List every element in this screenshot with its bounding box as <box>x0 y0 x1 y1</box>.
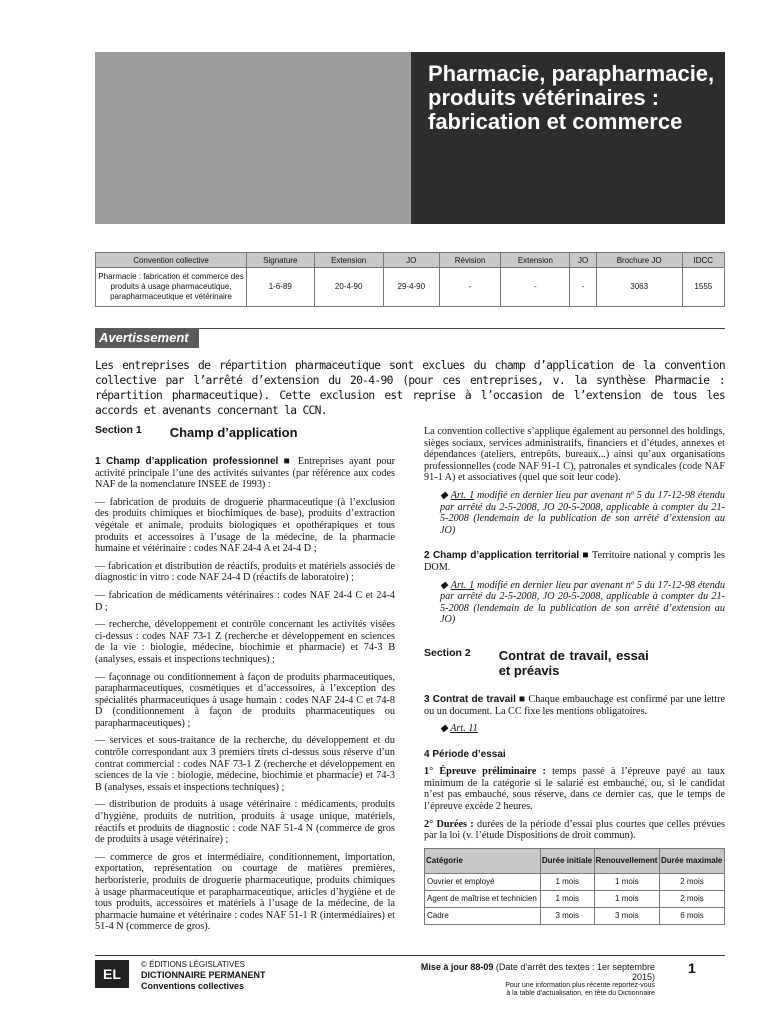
page-title: Pharmacie, parapharmacie, produits vétérinaires : fabrication et commerce <box>428 61 715 134</box>
update-info-2: à la table d’actualisation, en tête du Dictionnaire <box>506 990 655 997</box>
table-row <box>425 907 725 924</box>
table-row <box>425 890 725 907</box>
update-number: Mise à jour 88-09 <box>420 962 494 972</box>
list-item: — fabrication et distribution de réactifs, produits et matériels associés de diagnostic in vitro : code NAF 24-4 D (réactifs de laboratoire) ; <box>95 560 395 584</box>
table-cell: Cadre <box>425 907 541 924</box>
table-cell: 1 mois <box>594 890 659 907</box>
table-cell: 2 mois <box>660 873 725 890</box>
section-2-heading <box>424 648 725 678</box>
table-header-cell: Signature <box>247 253 315 268</box>
section-2-number: Section 2 <box>424 646 471 659</box>
table-header-cell: Extension <box>501 253 570 268</box>
table-cell: 3 mois <box>540 907 594 924</box>
scope-paragraph: La convention collective s’applique également au personnel des holdings, sièges sociaux, services administratifs, financiers et d’études, annexes et dépendances (ateliers, entrepôts, bureaux...) ainsi qu’aux organisations professionnelles (code NAF 91-1 C), patronales et syndicales (code NAF 91-1 A) et associatives (quel que soit leur code). <box>424 426 725 484</box>
table-cell: 3 mois <box>594 907 659 924</box>
table-header-cell: JO <box>383 253 439 268</box>
table-cell: 2 mois <box>660 890 725 907</box>
table-cell: - <box>439 268 500 307</box>
table-cell: 1 mois <box>540 890 594 907</box>
article-3-text: ■ Chaque embauchage est confirmé par une lettre ou un document. La CC fixe les mentions obligatoires. <box>424 693 725 717</box>
table-header-cell: Catégorie <box>425 848 541 873</box>
epreuve-text: temps passé à l’épreuve payé au taux minimum de la catégorie si le salarié est embauché, ou, si le candidat n’est pas embauché, sous réserve, dans ce dernier cas, que le temps de l’épreuve excède 2 heures. <box>424 766 725 813</box>
table-header-cell: Renouvellement <box>594 848 659 873</box>
table-row <box>425 873 725 890</box>
note-3-article-link[interactable]: Art. 11 <box>450 723 478 735</box>
update-info-1: Pour une information plus récente reportez-vous <box>505 982 655 989</box>
table-header-cell: IDCC <box>682 253 724 268</box>
note-1-text: modifié en dernier lieu par avenant nº 5 du 17-12-98 étendu par arrêté du 2-5-2008, JO 20-5-2008, applicable à compter du 21-5-2008 (lendemain de la publication de son arrêté d’extension au JO) <box>440 489 725 536</box>
article-4 <box>424 749 725 761</box>
section-2-title: Contrat de travail, essai et préavis <box>498 647 649 678</box>
table-header-cell: Révision <box>439 253 500 268</box>
table-cell: - <box>501 268 570 307</box>
duree-paragraph <box>424 819 725 842</box>
warning-text: Les entreprises de répartition pharmaceutique sont exclues du champ d’application de la convention collective par l’arrêté d’extension du 20-4-90 (pour ces entreprises, v. la synthèse Pharmacie : répartition pharmaceutique). Cette exclusion est reprise à l’occasion de l’extension de tous les accords et avenants concernant la CCN. <box>95 359 725 417</box>
list-item: — distribution de produits à usage vétérinaire : médicaments, produits d’hygiène, produits de nutrition, produits à usage unique, matériels, réactifs et produits de diagnostic : code NAF 51-4 N (commerce de gros de produits à usage vétérinaire) ; <box>95 799 395 846</box>
update-date: (Date d’arrêt des textes : 1er septembre 2015) <box>493 962 655 982</box>
note-1-article-link[interactable]: Art. 1 <box>450 489 475 501</box>
table-cell: Agent de maîtrise et technicien <box>425 890 541 907</box>
banner-left <box>95 52 411 224</box>
table-cell: 20-4-90 <box>314 268 383 307</box>
article-2-heading: 2 Champ d’application territorial <box>424 550 580 562</box>
table-cell: 3063 <box>596 268 682 307</box>
list-item: — commerce de gros et intermédiaire, conditionnement, importation, exportation, représentation ou courtage de matières premières, herboristerie, produits de droguerie pharmaceutique, produits chimiques à usage pharmaceutique et parapharmaceutique, articles d’hygiène et de tous produits, accessoires et matériels à l’usage de la médecine, de la pharmacie humaine et vétérinaire : codes NAF 51-1 R (intermédiaires) et 51-4 N (commerce de gros). <box>95 851 395 933</box>
table-header-cell: Convention collective <box>96 253 247 268</box>
list-item: — recherche, développement et contrôle concernant les activités visées ci-dessus : codes NAF 73-1 Z (recherche et développement en sciences de la vie : biologie, médecine, biochimie et pharmacie) et 74-3 B (analyses, essais et inspections techniques) ; <box>95 619 395 665</box>
article-1-heading: 1 Champ d’application professionnel <box>95 456 279 467</box>
table-cell: 29-4-90 <box>383 268 439 307</box>
dictionary-name: DICTIONNAIRE PERMANENT <box>141 970 266 980</box>
left-column <box>95 423 395 939</box>
article-2-text: ■ Territoire national y compris les DOM. <box>424 550 726 573</box>
duree-label: 2° Durées : <box>424 818 474 830</box>
convention-table <box>95 252 725 307</box>
collection-name: Conventions collectives <box>141 981 245 991</box>
note-3: ◆ Art. 11 <box>440 723 478 735</box>
publisher-logo: EL <box>95 960 129 988</box>
section-1-title: Champ d’application <box>169 425 298 440</box>
section-1-number: Section 1 <box>95 424 142 436</box>
table-cell: Pharmacie : fabrication et commerce des produits à usage pharmaceutique, parapharmaceutique et vétérinaire <box>96 268 247 307</box>
article-1-intro: ■ Entreprises ayant pour activité principale l’une des activités suivantes (par référence aux codes NAF de la nomenclature INSEE de 1993) : <box>95 456 396 491</box>
note-2-article-link[interactable]: Art. 1 <box>450 579 475 591</box>
footer-publisher <box>141 960 266 992</box>
table-header-cell: Extension <box>314 253 383 268</box>
list-item: — fabrication de médicaments vétérinaires : codes NAF 24-4 C et 24-4 D ; <box>95 589 395 613</box>
note-1: ◆ Art. 1 modifié en dernier lieu par avenant nº 5 du 17-12-98 étendu par arrêté du 2-5-2008, JO 20-5-2008, applicable à compter du 21-5-2008 (lendemain de la publication de son arrêté d’extension au JO) <box>440 489 725 536</box>
epreuve-label: 1° Épreuve préliminaire : <box>424 766 546 778</box>
list-item: — fabrication de produits de droguerie pharmaceutique (à l’exclusion des produits chimiques et biochimiques de base), produits d’extraction végétale et animale, produits biologiques et opothérapiques et tous produits et accessoires à l’usage de la médecine, de la pharmacie humaine et vétérinaire : codes NAF 24-4 A et 24-4 D ; <box>95 496 395 555</box>
article-4-heading: 4 Période d’essai <box>424 748 506 760</box>
warning-label: Avertissement <box>95 328 199 348</box>
section-1-heading <box>95 425 395 440</box>
table-header-cell: JO <box>570 253 596 268</box>
table-cell: 1 mois <box>540 873 594 890</box>
note-2: ◆ Art. 1 modifié en dernier lieu par avenant nº 5 du 17-12-98 étendu par arrêté du 2-5-2008, JO 20-5-2008, applicable à compter du 21-5-2008 (lendemain de la publication de son arrêté d’extension au JO) <box>440 579 725 626</box>
footer-update <box>410 962 655 998</box>
table-cell: 1-6-89 <box>247 268 315 307</box>
table-row <box>96 268 725 307</box>
table-cell: Ouvrier et employé <box>425 873 541 890</box>
note-2-text: modifié en dernier lieu par avenant nº 5 du 17-12-98 étendu par arrêté du 2-5-2008, JO 20-5-2008, applicable à compter du 21-5-2008 (lendemain de la publication de son arrêté d’extension au JO) <box>440 579 725 626</box>
trial-period-table <box>424 848 725 925</box>
article-2 <box>424 550 725 573</box>
list-item: — façonnage ou conditionnement à façon de produits pharmaceutiques, parapharmaceutiques, cosmétiques et d’accessoires, à l’exception des spécialités pharmaceutiques à usage humain : codes NAF 24-4 C et 74-8 D (conditionnement à façon de produits pharmaceutiques ou parapharmaceutiques) ; <box>95 671 395 729</box>
table-cell: 1 mois <box>594 873 659 890</box>
table-header-cell: Durée maximale <box>660 848 725 873</box>
table-cell: - <box>570 268 596 307</box>
publisher-name: © ÉDITIONS LÉGISLATIVES <box>141 960 245 969</box>
list-item: — services et sous-traitance de la recherche, du développement et du contrôle correspondant aux 3 premiers tirets ci-dessus sous réserve d’un contrat commercial : codes NAF 73-1 Z (recherche et développement en sciences de la vie : biologie, médecine, biochimie et pharmacie) et 74-3 B (analyses, essais et inspections techniques) ; <box>95 735 395 793</box>
footer-rule <box>95 955 725 956</box>
article-1 <box>95 456 395 491</box>
table-header-cell: Durée initiale <box>540 848 594 873</box>
right-column <box>424 426 725 925</box>
article-3-heading: 3 Contrat de travail <box>424 693 516 705</box>
table-cell: 1555 <box>682 268 724 307</box>
article-3 <box>424 694 725 717</box>
activity-list <box>95 497 395 933</box>
duree-text: durées de la période d’essai plus courtes que celles prévues par la loi (v. l’étude Dispositions de droit commun). <box>424 818 725 842</box>
page-number: 1 <box>688 960 696 976</box>
table-cell: 6 mois <box>660 907 725 924</box>
epreuve-paragraph <box>424 766 725 812</box>
table-header-cell: Brochure JO <box>596 253 682 268</box>
